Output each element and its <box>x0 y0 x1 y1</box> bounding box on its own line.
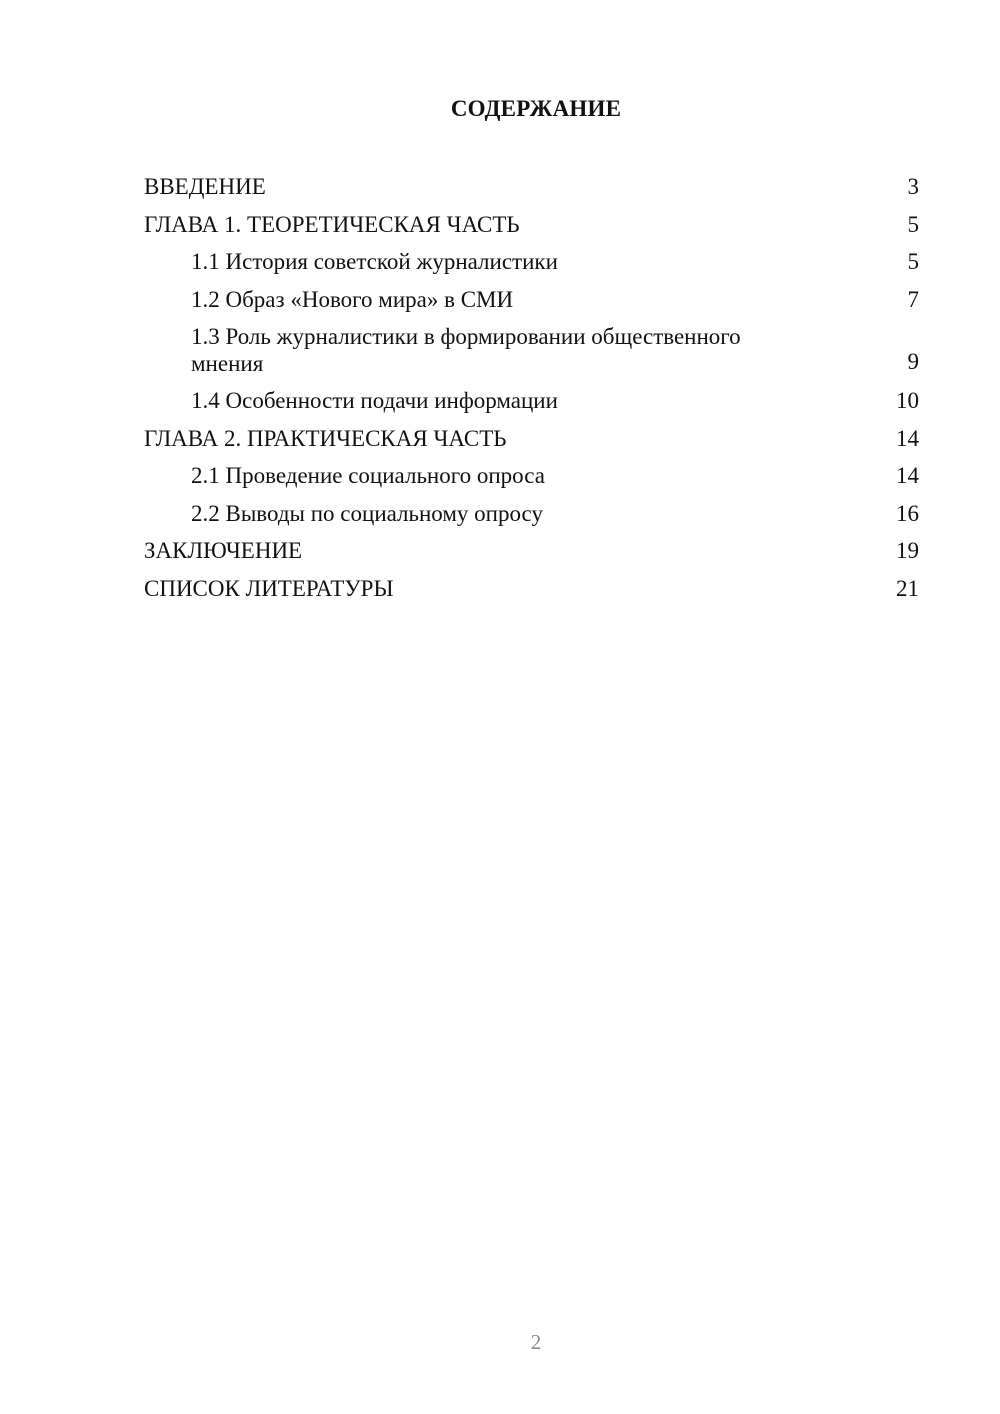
toc-entry-label: СПИСОК ЛИТЕРАТУРЫ <box>144 575 394 601</box>
toc-entry-label: ГЛАВА 2. ПРАКТИЧЕСКАЯ ЧАСТЬ <box>144 425 507 451</box>
toc-entry-page: 14 <box>896 463 919 488</box>
toc-entry-page: 5 <box>907 211 919 237</box>
toc-entry-label: ГЛАВА 1. ТЕОРЕТИЧЕСКАЯ ЧАСТЬ <box>144 211 520 237</box>
toc-entry-section-1-1[interactable] <box>144 243 919 281</box>
toc-entry-label: 2.2 Выводы по социальному опросу <box>191 500 543 526</box>
toc-entry-conclusion[interactable] <box>144 532 919 570</box>
page-number: 2 <box>530 1330 542 1354</box>
toc-entry-page: 21 <box>896 575 919 601</box>
toc-entry-page: 5 <box>907 249 919 274</box>
toc-entry-section-2-1[interactable] <box>144 457 919 495</box>
toc-entry-section-1-3[interactable] <box>144 318 919 382</box>
toc-entry-page: 9 <box>907 348 919 374</box>
toc-entry-label: 2.1 Проведение социального опроса <box>191 463 545 488</box>
toc-entry-references[interactable] <box>144 570 919 608</box>
toc-title: СОДЕРЖАНИЕ <box>450 96 622 121</box>
toc-entry-introduction[interactable] <box>144 168 919 206</box>
toc-entry-page: 7 <box>907 286 919 312</box>
toc-entry-page: 16 <box>896 500 919 526</box>
toc-entry-page: 19 <box>896 538 919 563</box>
toc-entry-label: 1.2 Образ «Нового мира» в СМИ <box>191 286 514 312</box>
toc-entry-page: 10 <box>896 388 919 413</box>
table-of-contents <box>144 168 919 607</box>
toc-entry-page: 3 <box>907 174 919 199</box>
toc-entry-label: 1.4 Особенности подачи информации <box>191 388 558 413</box>
toc-entry-section-2-2[interactable] <box>144 495 919 533</box>
toc-entry-chapter-1[interactable] <box>144 206 919 244</box>
toc-entry-section-1-4[interactable] <box>144 382 919 420</box>
toc-entry-label: 1.1 История советской журналистики <box>191 249 558 274</box>
toc-entry-label: ВВЕДЕНИЕ <box>144 174 266 199</box>
toc-entry-chapter-2[interactable] <box>144 420 919 458</box>
toc-entry-label: ЗАКЛЮЧЕНИЕ <box>144 538 303 563</box>
toc-entry-page: 14 <box>896 425 919 451</box>
toc-entry-label: 1.3 Роль журналистики в формировании общественного мнения <box>191 324 741 376</box>
toc-entry-section-1-2[interactable] <box>144 281 919 319</box>
